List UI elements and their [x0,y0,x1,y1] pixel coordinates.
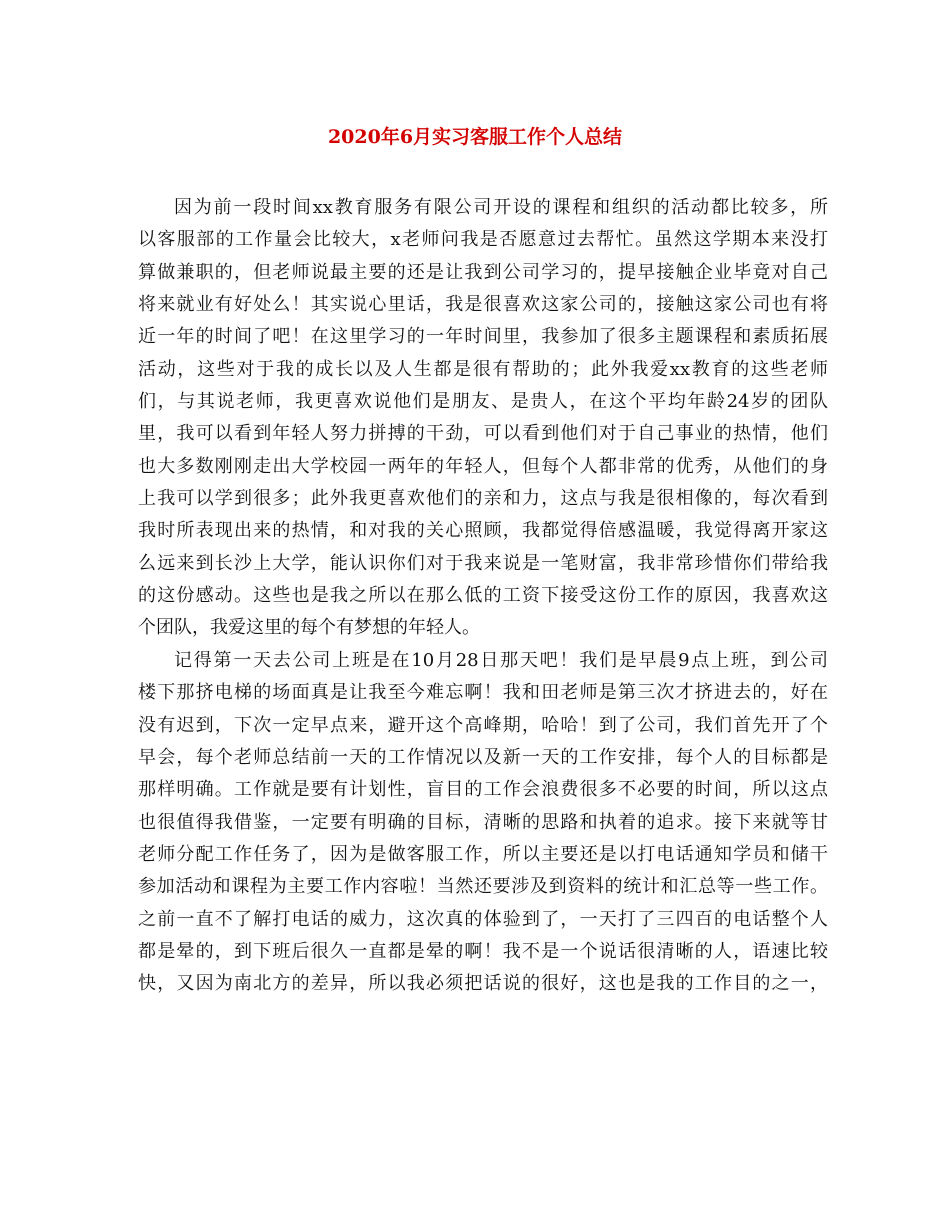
text-line: 也很值得我借鉴，一定要有明确的目标，清晰的思路和执着的追求。接下来就等甘 [138,811,828,833]
paragraph [138,645,828,1001]
text-line: 个团队，我爱这里的每个有梦想的年轻人。 [138,617,480,639]
text-line: 将来就业有好处么！其实说心里话，我是很喜欢这家公司的，接触这家公司也有将 [138,294,828,316]
text-line: 近一年的时间了吧！在这里学习的一年时间里，我参加了很多主题课程和素质拓展 [138,326,828,348]
text-line: 因为前一段时间xx教育服务有限公司开设的课程和组织的活动都比较多，所 [174,197,828,218]
document-body [138,192,828,1001]
text-line: 的这份感动。这些也是我之所以在那么低的工资下接受这份工作的原因，我喜欢这 [138,585,828,607]
text-line: 们，与其说老师，我更喜欢说他们是朋友、是贵人，在这个平均年龄24岁的团队 [138,391,828,413]
text-line: 老师分配工作任务了，因为是做客服工作，所以主要还是以打电话通知学员和储干 [138,843,828,865]
text-line: 算做兼职的，但老师说最主要的还是让我到公司学习的，提早接触企业毕竟对自己 [138,261,828,283]
text-line: 没有迟到，下次一定早点来，避开这个高峰期，哈哈！到了公司，我们首先开了个 [138,714,828,736]
text-line: 早会，每个老师总结前一天的工作情况以及新一天的工作安排，每个人的目标都是 [138,746,828,768]
text-line: 也大多数刚刚走出大学校园一两年的年轻人，但每个人都非常的优秀，从他们的身 [138,455,828,477]
text-line: 记得第一天去公司上班是在10月28日那天吧！我们是早晨9点上班，到公司 [174,649,828,671]
text-line: 那样明确。工作就是要有计划性，盲目的工作会浪费很多不必要的时间，所以这点 [138,779,828,801]
text-line: 我时所表现出来的热情，和对我的关心照顾，我都觉得倍感温暖，我觉得离开家这 [138,520,828,542]
text-line: 参加活动和课程为主要工作内容啦！当然还要涉及到资料的统计和汇总等一些工作。 [138,876,828,898]
document-title: 2020年6月实习客服工作个人总结 [327,126,623,148]
text-line: 活动，这些对于我的成长以及人生都是很有帮助的；此外我爱xx教育的这些老师 [138,358,828,380]
text-line: 楼下那挤电梯的场面真是让我至今难忘啊！我和田老师是第三次才挤进去的，好在 [138,682,828,704]
text-line: 以客服部的工作量会比较大，x老师问我是否愿意过去帮忙。虽然这学期本来没打 [138,229,828,251]
text-line: 上我可以学到很多；此外我更喜欢他们的亲和力，这点与我是很相像的，每次看到 [138,488,828,510]
text-line: 快，又因为南北方的差异，所以我必须把话说的很好，这也是我的工作目的之一， [138,973,828,995]
text-line: 之前一直不了解打电话的威力，这次真的体验到了，一天打了三四百的电话整个人 [138,908,828,930]
text-line: 里，我可以看到年轻人努力拼搏的干劲，可以看到他们对于自己事业的热情，他们 [138,423,828,445]
text-line: 都是晕的，到下班后很久一直都是晕的啊！我不是一个说话很清晰的人，语速比较 [138,940,828,962]
text-line: 么远来到长沙上大学，能认识你们对于我来说是一笔财富，我非常珍惜你们带给我 [138,552,828,574]
paragraph [138,192,828,645]
